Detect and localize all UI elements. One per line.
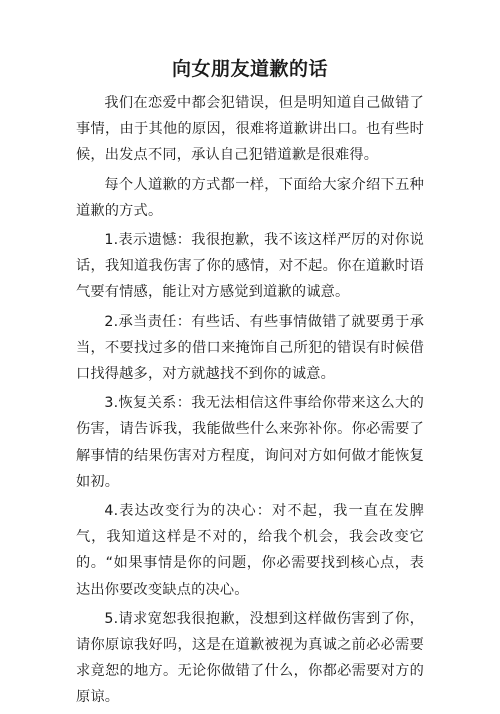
paragraph-method-5: 5.请求宽恕我很抱歉，没想到这样做伤害到了你，请你原谅我好吗，这是在道歉被视为真诚之前必必需要求竟恕的地方。无论你做错了什么，你都必需要对方的原谅。 xyxy=(76,610,424,706)
paragraph-methods-intro: 每个人道歉的方式都一样，下面给大家介绍下五种道歉的方式。 xyxy=(76,176,424,219)
paragraph-method-3: 3.恢复关系：我无法相信这件事给你带来这么大的伤害，请告诉我，我能做些什么来弥补你。你必需要了解事情的结果伤害对方程度，询问对方如何做才能恢复如初。 xyxy=(76,395,424,490)
paragraph-intro: 我们在恋爱中都会犯错误，但是明知道自己做错了事情，由于其他的原因，很难将道歉讲出口。也有些时候，出发点不同，承认自己犯错道歉是很难得。 xyxy=(76,95,424,164)
document-title: 向女朋友道歉的话 xyxy=(171,58,328,80)
paragraph-method-4: 4.表达改变行为的决心：对不起，我一直在发脾气，我知道这样是不对的，给我个机会，我会改变它的。“如果事情是你的问题，你必需要找到核心点，表达出你要改变缺点的决心。 xyxy=(76,503,424,598)
document-page xyxy=(76,54,424,714)
paragraph-method-2: 2.承当责任：有些话、有些事情做错了就要勇于承当，不要找过多的借口来掩饰自己所犯的错误有时候借口找得越多，对方就越找不到你的诚意。 xyxy=(76,313,424,383)
paragraph-method-1: 1.表示遗憾：我很抱歉，我不该这样严厉的对你说话，我知道我伤害了你的感情，对不起。你在道歉时语气要有情感，能让对方感觉到道歉的诚意。 xyxy=(76,232,424,301)
